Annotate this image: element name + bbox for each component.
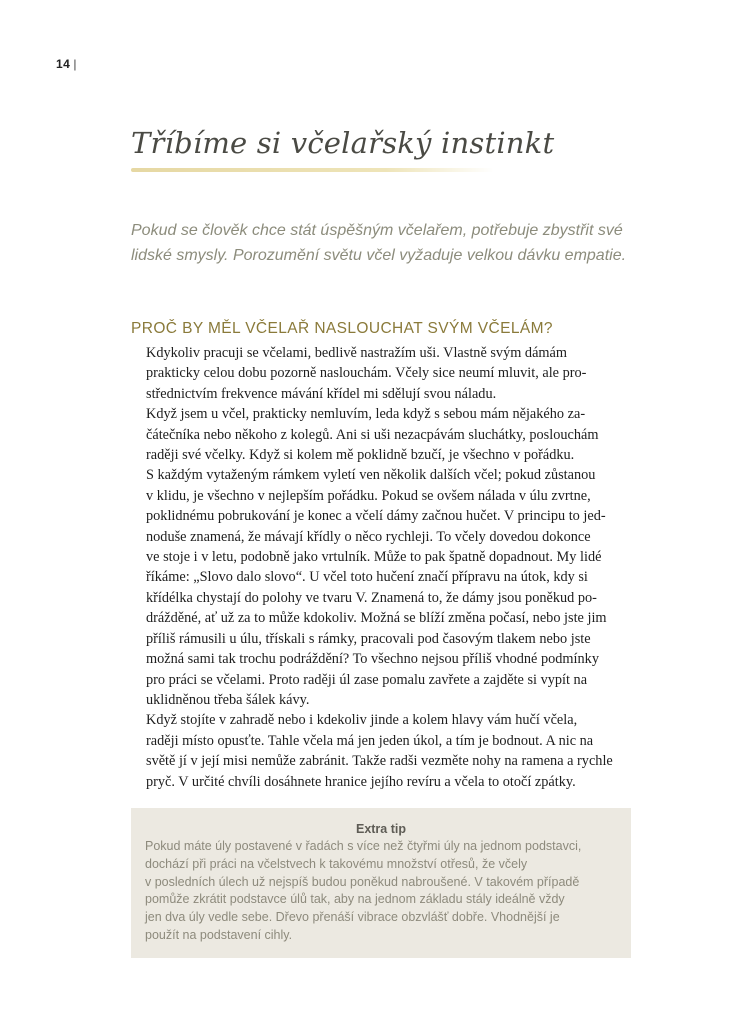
extra-tip-title: Extra tip [355, 822, 406, 836]
paragraph-line: možná sami tak trochu podráždění? To všechno nejsou příliš vhodné podmínky [146, 651, 599, 668]
paragraph-line: Když stojíte v zahradě nebo i kdekoliv jinde a kolem hlavy vám hučí včela, [146, 712, 578, 729]
paragraph-line: drážděné, ať už za to může kdokoliv. Možná se blíží změna počasí, nebo jste jim [146, 610, 607, 627]
page-number-separator: | [73, 57, 77, 71]
paragraph-line: poklidnému pobrukování je konec a včelí dámy začnou hučet. V principu to jed- [146, 508, 606, 525]
section-heading: PROČ BY MĚL VČELAŘ NASLOUCHAT SVÝM VČELÁM? [131, 320, 553, 337]
paragraph-line: noduše znamená, že mávají křídly o něco rychleji. To včely dovedou dokonce [146, 528, 591, 545]
section-body [131, 343, 631, 792]
paragraph-line: raději místo opusťte. Tahle včela má jen jeden úkol, a tím je bodnout. A nic na [146, 732, 594, 749]
page-number-value: 14 [56, 57, 71, 71]
paragraph-line: střednictvím frekvence mávání křídel mi sdělují svou náladu. [146, 385, 497, 402]
paragraph-line: světě jí v její misi nemůže zabránit. Takže radši vezměte nohy na ramena a rychle [146, 753, 613, 770]
extra-tip-text [145, 838, 617, 945]
paragraph-line: čátečníka nebo někoho z kolegů. Ani si uši nezacpávám sluchátky, poslouchám [146, 426, 599, 443]
tip-line: jen dva úly vedle sebe. Dřevo přenáší vibrace obzvlášť dobře. Vhodnější je [145, 910, 560, 925]
tip-line: v posledních úlech už nejspíš budou poněkud nabroušené. V takovém případě [145, 874, 580, 889]
page-number [56, 57, 77, 71]
paragraph-line: S každým vytaženým rámkem vyletí ven několik dalších včel; pokud zůstanou [146, 467, 596, 484]
extra-tip-box [131, 808, 631, 958]
tip-line: použít na podstavení cihly. [145, 927, 293, 942]
paragraph-line: v klidu, je všechno v nejlepším pořádku. Pokud se ovšem nálada v úlu zvrtne, [146, 487, 591, 504]
paragraph [131, 343, 631, 404]
paragraph-line: pryč. V určité chvíli dosáhnete hranice jejího revíru a včela to otočí zpátky. [146, 773, 576, 790]
paragraph-line: pro práci se včelami. Proto raději úl zase pomalu zavřete a zajděte si vypít na [146, 671, 588, 688]
chapter-title: Tříbíme si včelařský instinkt [131, 126, 555, 160]
paragraph [131, 404, 631, 710]
title-underline [131, 168, 494, 172]
paragraph-line: příliš rámusili u úlu, třískali s rámky, pracovali pod časovým tlakem nebo jste [146, 630, 591, 647]
paragraph-line: prakticky celou dobu pozorně naslouchám. Včely sice neumí mluvit, ale pro- [146, 365, 587, 382]
tip-line: dochází při práci na včelstvech k takovému množství otřesů, že včely [145, 856, 528, 871]
lead-line: Pokud se člověk chce stát úspěšným včelařem, potřebuje zbystřit své [131, 222, 623, 239]
tip-line: Pokud máte úly postavené v řadách s více než čtyřmi úly na jednom podstavci, [145, 839, 582, 853]
lead-line: lidské smysly. Porozumění světu včel vyžaduje velkou dávku empatie. [131, 247, 627, 264]
paragraph-line: Když jsem u včel, prakticky nemluvím, leda když s sebou mám nějakého za- [146, 406, 586, 423]
paragraph-line: křídélka chystají do polohy ve tvaru V. Znamená to, že dámy jsou poněkud po- [146, 589, 597, 606]
tip-line: pomůže zkrátit podstavce úlů tak, aby na jednom základu stály ideálně vždy [145, 892, 565, 907]
paragraph-line: ve stoje i v letu, podobně jako vrtulník. Může to pak špatně dopadnout. My lidé [146, 549, 602, 566]
paragraph-line: říkáme: „Slovo dalo slovo“. U včel toto hučení značí přípravu na útok, kdy si [146, 569, 588, 586]
chapter-lead [131, 218, 641, 268]
paragraph [131, 710, 631, 792]
paragraph-line: raději své včelky. Když si kolem mě poklidně bzučí, je všechno v pořádku. [146, 447, 575, 464]
paragraph-line: Kdykoliv pracuji se včelami, bedlivě nastražím uši. Vlastně svým dámám [146, 345, 567, 361]
paragraph-line: uklidněnou třeba šálek kávy. [146, 691, 310, 708]
